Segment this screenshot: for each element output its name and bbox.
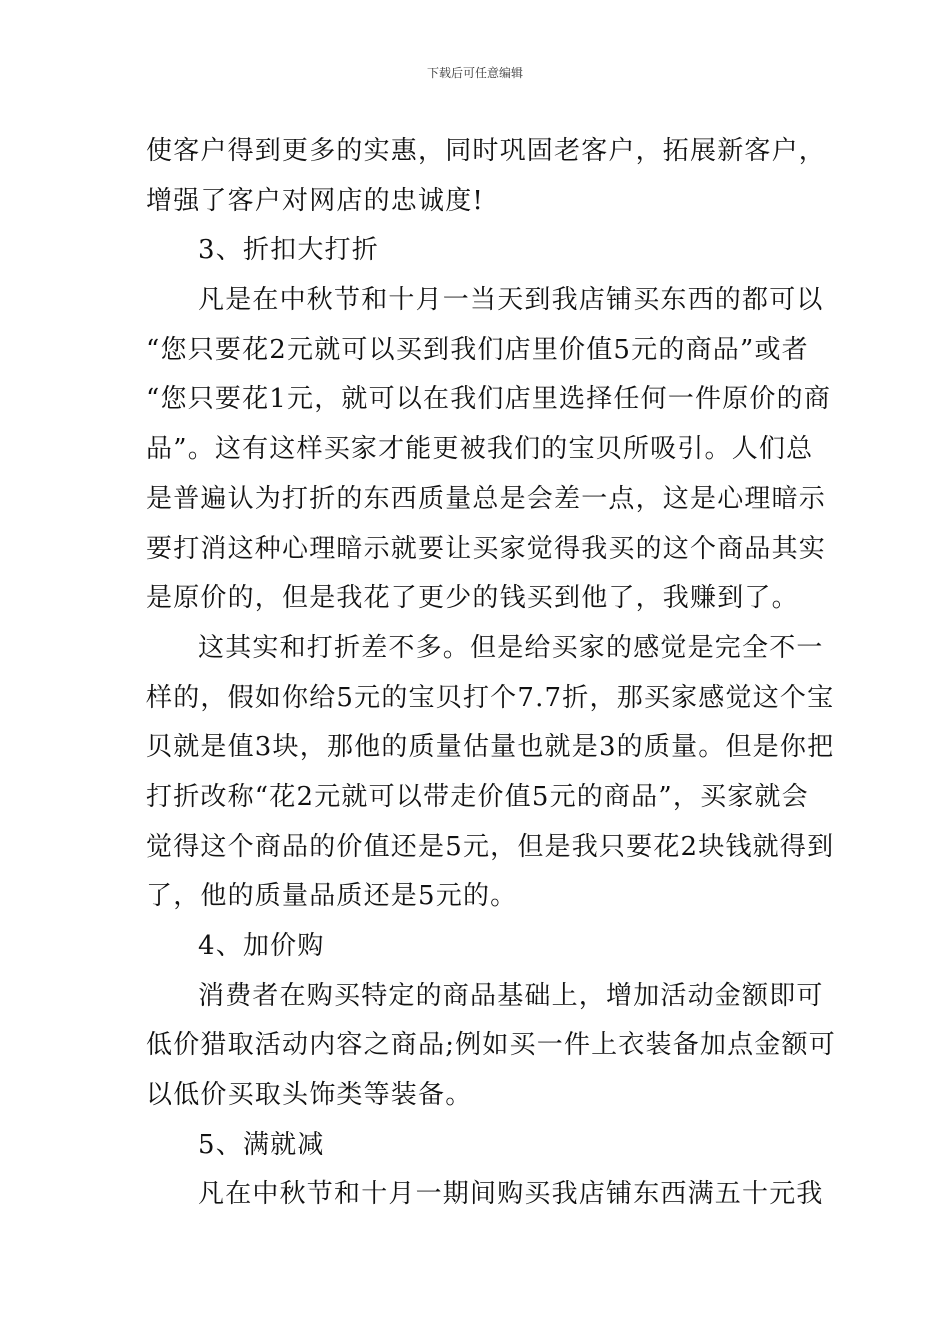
text-line: 是原价的，但是我花了更少的钱买到他了，我赚到了。	[146, 583, 799, 614]
text-line: 贝就是值3块，那他的质量估量也就是3的质量。但是你把	[146, 732, 835, 763]
text-line: 是普遍认为打折的东西质量总是会差一点，这是心理暗示	[146, 483, 827, 514]
document-body	[146, 127, 836, 1220]
page-header: 下载后可任意编辑	[426, 66, 523, 80]
text-line: 打折改称“花2元就可以带走价值5元的商品”，买家就会	[146, 781, 809, 812]
section-heading-discount: 3、折扣大打折	[198, 235, 379, 266]
text-line: 以低价买取头饰类等装备。	[146, 1080, 473, 1111]
text-line: 低价猎取活动内容之商品;例如买一件上衣装备加点金额可	[146, 1030, 836, 1061]
paragraph-start: 凡是在中秋节和十月一当天到我店铺买东西的都可以	[198, 285, 824, 316]
section-heading-add-price: 4、加价购	[198, 931, 325, 961]
text-line: 使客户得到更多的实惠，同时巩固老客户，拓展新客户，	[146, 136, 827, 166]
text-line: “您只要花1元，就可以在我们店里选择任何一件原价的商	[146, 384, 832, 415]
text-line: 了，他的质量品质还是5元的。	[146, 881, 518, 912]
paragraph-start: 这其实和打折差不多。但是给买家的感觉是完全不一	[198, 632, 824, 663]
paragraph-start: 凡在中秋节和十月一期间购买我店铺东西满五十元我	[198, 1179, 824, 1210]
text-line: 增强了客户对网店的忠诚度!	[146, 185, 485, 216]
text-line: 觉得这个商品的价值还是5元，但是我只要花2块钱就得到	[146, 831, 835, 862]
paragraph-start: 消费者在购买特定的商品基础上，增加活动金额即可	[198, 980, 824, 1011]
text-line: “您只要花2元就可以买到我们店里价值5元的商品”或者	[146, 334, 809, 365]
section-heading-spend-reduce: 5、满就减	[198, 1129, 325, 1160]
text-line: 品”。这有这样买家才能更被我们的宝贝所吸引。人们总	[146, 434, 814, 465]
text-line: 样的，假如你给5元的宝贝打个7.7折，那买家感觉这个宝	[146, 682, 835, 713]
text-line: 要打消这种心理暗示就要让买家觉得我买的这个商品其实	[146, 533, 827, 564]
